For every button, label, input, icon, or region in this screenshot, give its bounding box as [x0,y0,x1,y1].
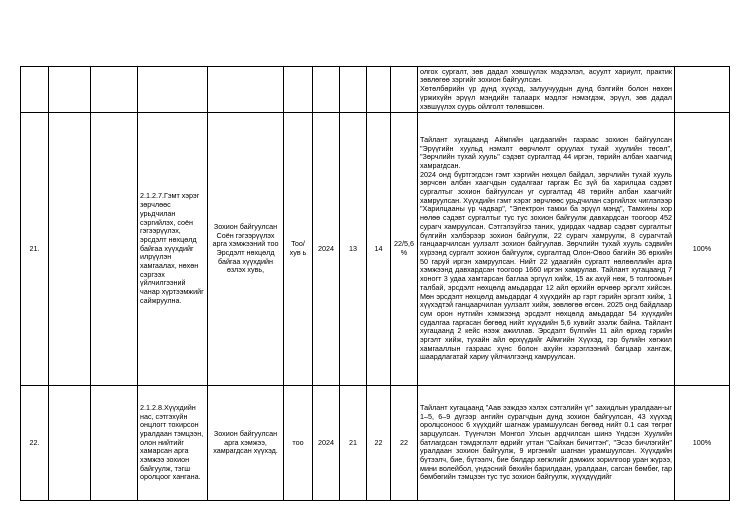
table-row [21,113,730,386]
row-number-cell: 22. [21,386,49,501]
narrative-cell: Тайлант хугацаанд "Аав ээждээ хэлэх сэтгэлийн үг" захидлын уралдаан-ыг 1–5, 6–9 дүгээр ангийн сурагчдын дунд зохион байгуулсан, 43 хүүхэд оролцсоноос 6 хүүхдийг шагнаж урамшуулсан бөгөөд нийт 0.1 сая төгрөг зарцуулсан. Түүнчлэн Монгол Улсын ардчилсан шинэ Үндсэн Хуулийн батлагдсан тэмдэглэлт өдрийг угтан "Сайхан бичигтэн", "Эсээ бичлэгийн" уралдаан зохион байгуулж, 9 иргэнийг шагнан урамшуулсан. Хүүхдийн бүтээлч, бие, бүтээлч, бие бялдар хөгжлийг дэмжих зорилгоор уран жүрээ, мини волейбол, үндэсний бөхийн барилдаан, уралдаан, сагсан бөмбөг, гар бөмбөгийн тэмцээн тус тус зохион байгуулж, хүүхдүүдийг [418,386,675,501]
year-cell: 2024 [313,113,340,386]
plan-cell [340,67,367,113]
row-number-cell: 21. [21,113,49,386]
actual-cell: 22 [367,386,391,501]
rate-cell: 100% [675,386,730,501]
percent-cell: 22/5,6 % [391,113,418,386]
empty-cell [49,113,91,386]
empty-cell [91,386,138,501]
unit-cell [208,67,284,113]
table-row [21,386,730,501]
empty-cell [91,67,138,113]
report-table [20,66,730,501]
measure-cell: тоо [284,386,313,501]
indicator-cell: 2.1.2.7.Гэмт хэрэг зөрчлөөс урьдчилан сэргийлэх, соён гэгээрүүлэх, эрсдэлт нөхцөлд байгаа хүүхдийг илрүүлэн хамгаалах, нөхөн сэргээх үйлчилгээний чанар хүртээмжийг сайжруулна. [138,113,208,386]
row-number-cell [21,67,49,113]
narrative-cell: Тайлант хугацаанд Аймгийн цагдаагийн газраас зохион байгуулсан "Эрүүгийн хуульд нэмэлт өөрчлөлт оруулах тухай хуулийн төсөл", "Зөрчлийн тухай хууль" сэдэвт сургалтад 44 иргэн, төрийн албан хаагчид хамрагдсан. 2024 онд бүртгэгдсэн гэмт хэргийн нөхцөл байдал, зөрчлийн тухай хууль зөрчсөн албан хаагчдын судалгааг гаргаж Ёс зүй ба харилцаа сэдэвт сургалтыг зохион байгуулсан уг сургалтад 48 төрийн албан хаагчийг хамруулсан. Хүүхдийн гэмт хэрэг зөрчлөөс урьдчилан сэргийлэх чиглэлээр "Харилцааны үр чадвар", "Электрон тамхи ба эрүүл мэнд", Тамхины хор нөлөө сэдэвт сургалтыг тус тус зохион байгуулж давхардсан тоогоор 452 сурагч хамруулсан. Сэтгэлзүйгээ таних, удирдах чадвар сэдэвт сургалтыг бүлгийн хэлбэрээр зохион байгуулж, 22 сурагч хамруулж, 8 сурагчтай ганцаарчилсан уулзалт зохион байгуулав. Зөрчлийн тухай хууль сэдвийн хүрээнд сургалт зохион байгуулж, сургалтад Олон-Овоо багийн 36 өрхийн 50 гаруй иргэн хамруулсан. Нийт 22 удаагийн сургалт нөлөөллийн арга хэмжээнд давхардсан тоогоор 1660 иргэн хамрулав. Тайлант хугацаанд 7 хоногт 3 удаа хамтарсан баглаа эргүүл хийж, 15 ак ахүй нөж, 5 толгоомын талбай, эрсдэлт нөхцөлд амьдардаг 12 айл өрхийн өрчөөр эргэлт хийсэн. Мөн эрсдэлт нөхцөлд амьдардаг 4 хүүхдийн ар гэрт гэрийн эргэлт хийж, 1 хүүхэдтэй ганцаарчилан уулзалт хийж, зөвлөгөө өгсөн. 2025 онд байдлаар сум орон нутгийн хэмжээнд эрсдэлт нөхцөлд амьдардаг 54 хүүхдийн судалгаа гаргасан бөгөөд нийт хүүхдийн 5,6 хувийг эзэлж байна. Тайлант хугацаанд 2 кейс нээж ажиллав. Эрсдэлт бүлгийн 11 айл өрхөд гэрийн эргэлт хийж, тухайн айл өрхүүдийг Аймгийн Хүүхэд, гэр бүлийн хөгжил хамгааллын газраас хүнс болон ахуйн хэрэглээний багцаар хангаж, шаардлагатай хариу үйлчилгээнд хамруулсан. [418,113,675,386]
rate-cell: 100% [675,113,730,386]
empty-cell [91,113,138,386]
narrative-cell: олгох сургалт, зөв дадал хэвшүүлэх мэдээлэл, асуулт хариулт, практик зөвлөгөө зэргийг зохион байгуулсан. Хөтөлбөрийн үр дүнд хүүхэд, залуучуудын дунд бэлгийн болон нөхөн үржихүйн эрүүл мэндийн талаарх мэдлэг нэмэгдэж, эрүүл, зөв дадал хэвшүүлэх суурь ойлголт төлөвшсөн. [418,67,675,113]
year-cell: 2024 [313,386,340,501]
empty-cell [49,67,91,113]
year-cell [313,67,340,113]
empty-cell [49,386,91,501]
indicator-cell [138,67,208,113]
rate-cell [675,67,730,113]
plan-cell: 21 [340,386,367,501]
unit-cell: Зохион байгуулсан арга хэмжээ, хамрагдсан хүүхэд. [208,386,284,501]
measure-cell: Тоо/ хув ь [284,113,313,386]
plan-cell: 13 [340,113,367,386]
table-row [21,67,730,113]
actual-cell [367,67,391,113]
indicator-cell: 2.1.2.8.Хүүхдийн нас, сэтгэхүйн онцлогт тохирсон уралдаан тэмцээн, олон нийтийг хамарсан арга хэмжээ зохион байгуулж, тэгш оролцоог хангана. [138,386,208,501]
measure-cell [284,67,313,113]
unit-cell: Зохион байгуулсан Соён гэгээрүүлэх арга хэмжээний тоо Эрсдэлт нөхцөлд байгаа хүүхдийн өзлэх хувь, [208,113,284,386]
percent-cell [391,67,418,113]
percent-cell: 22 [391,386,418,501]
actual-cell: 14 [367,113,391,386]
